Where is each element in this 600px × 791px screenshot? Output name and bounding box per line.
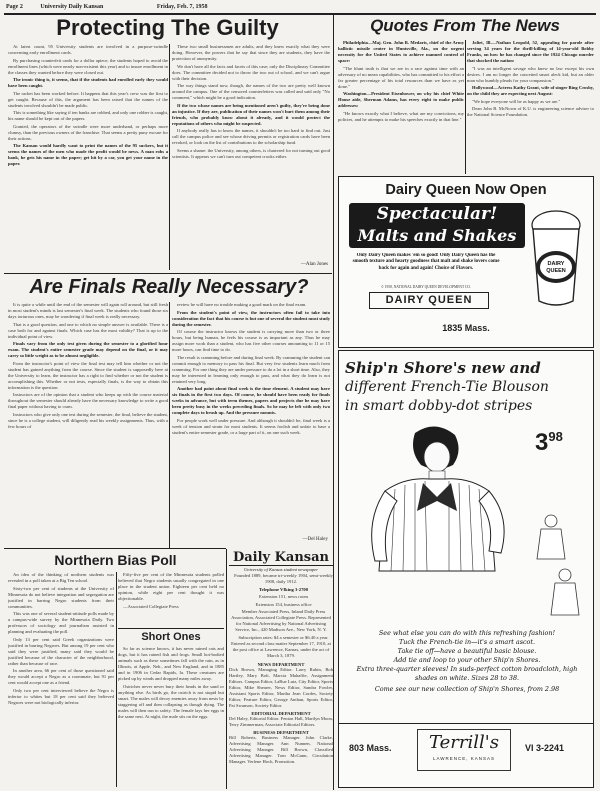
- article-paragraph: Ostriches never never bury their heads in the sand or anything else. As birds go, the ostrich is not stupid but smart. The males will decoy enemies away from nests by staggering off and then collapsing as though dying. The males will then run to safety. The female lays her eggs in the same nest. At night, the male sits on the eggs.: [118, 683, 224, 719]
- column-divider: [226, 549, 227, 789]
- edit-dept-label: EDITORIAL DEPARTMENT: [251, 711, 311, 716]
- quotes-column-2: [467, 40, 594, 174]
- article-paragraph: It is quite a while until the end of the semester will again roll around, but still fresh in most student's minds is last semester's final week. The students who found those six days torturous ones, may be wondering if final week is really necessary.: [8, 302, 168, 319]
- article-paragraph: At latest count, 95 University students are involved in a purpose-swindle concerning early enrollment cards.: [8, 44, 168, 55]
- column-divider: [169, 44, 170, 270]
- dq-shake-cup: [527, 205, 585, 315]
- article-paragraph: The way things stand now, though, the names of the two are pretty well known around the campus. One of the censored counterfeiters was called and said only "No comment," which might be a good indication.: [172, 83, 330, 100]
- blouse: [379, 479, 495, 571]
- article-paragraph: If anybody really has to know the names, it shouldn't be too hard to find out. Just call the campus police and see whose driving permits or registration cards have been revoked, or look on the list of contributions to the scholarship fund.: [172, 128, 330, 145]
- column-divider: [333, 14, 334, 790]
- shipn-headline-2: different French-Tie Blouson: [345, 379, 549, 395]
- news-dept-label: NEWS DEPARTMENT: [257, 662, 305, 667]
- dq-address: 1835 Mass.: [442, 323, 490, 333]
- dq-headline: Dairy Queen Now Open: [385, 182, 547, 198]
- article-paragraph: review he will have no trouble making a good mark on the final exam.: [177, 302, 307, 307]
- bias-column-2: [118, 572, 224, 632]
- store-phone: VI 3-2241: [525, 743, 565, 753]
- figure-2-head: [559, 569, 571, 581]
- section-rule: [4, 273, 332, 274]
- article-paragraph: Instructors are of the opinion that a student who keeps up with the course material throughout the semester should already have the necessary knowledge to write a good final paper without having to cram.: [8, 392, 168, 409]
- cup-label-line2: QUEEN: [546, 268, 566, 274]
- article-paragraph: From the student's point of view, the instructors often fail to take into consideration the fact that his course is but one of several the student must study during the semester.: [172, 309, 330, 327]
- article-paragraph: Finals vary from the only test given during the semester to a glorified hour exam. The student's entire semester grade may depend on the final, or it may carry so little weight as to be almost negligible.: [8, 341, 168, 358]
- shipn-copy-3: Take tie off—have a beautiful basic blouse.: [397, 647, 537, 655]
- finals-column-2: [172, 302, 330, 537]
- finals-headline: Are Finals Really Necessary?: [29, 276, 309, 298]
- masthead-title: Daily Kansan: [229, 550, 333, 566]
- masthead-subtitle: University of Kansas student newspaper: [243, 567, 318, 572]
- article-paragraph: That is a good question, and one to which no simple answer is available. There is a case both for and against finals. Which case has the most validity? That is up to the individual point of view.: [8, 321, 168, 339]
- guilty-signature: —Alan Jones: [300, 262, 328, 267]
- finals-signature: —Del Haley: [302, 537, 328, 542]
- quotes-headline: Quotes From The News: [370, 16, 560, 35]
- article-paragraph: Only two per cent interviewed believe the Negro is inferior to whites but 18 per cent said they believed Negroes were not biologically inferior.: [8, 687, 114, 705]
- article-paragraph: Only 13 per cent said Greek organizations were justified in barring Negroes. But among 19 per cent who said they were justified, many said they would be justified because of the character of the neighborhood, rather than because of race.: [8, 636, 114, 666]
- article-paragraph: These two small businessmen are adults, and they knew exactly what they were doing. However, the powers that be say that since they are students, they have the protection of anonymity.: [172, 44, 330, 61]
- article-paragraph: —Associated Collegiate Press: [123, 603, 179, 609]
- shipn-headline-1: Ship'n Shore's new and: [345, 359, 541, 377]
- guilty-column-1: [8, 44, 168, 270]
- article-paragraph: Founded 1889, became tri-weekly 1904, semi-weekly 1908, daily 1912.: [234, 573, 333, 584]
- page-header: [6, 4, 596, 12]
- article-paragraph: Hollywood—Actress Kathy Grant, wife of singer Bing Crosby, on the child they are expecting next August:: [467, 85, 594, 96]
- dq-malts-shakes: Malts and Shakes: [357, 226, 517, 245]
- section-rule: [4, 548, 226, 549]
- edit-dept-staff: Del Haley, Editorial Editor. Fenton Hall, Marilyn Moon, Terry Zimmerman, Associate Editorial Editors.: [229, 716, 333, 727]
- dq-fineprint: © 1958, NATIONAL DAIRY QUEEN DEVELOPMENT CO.: [381, 285, 471, 289]
- page-number: Page 2: [6, 4, 23, 10]
- article-paragraph: In another area, 66 per cent of those questioned said they would accept a Negro as a roommate, but 91 per cent would accept one as a friend.: [8, 668, 114, 685]
- article-paragraph: Extension 154, business office: [255, 601, 312, 607]
- article-paragraph: "We hope everyone will be as happy as we are.": [472, 98, 561, 104]
- article-paragraph: Sixty-two per cent of students at the University of Minnesota do not believe integration and segregation are justified in barring Negro students from their communities.: [8, 585, 114, 609]
- article-paragraph: The racket has been worked before. It happens that this year's crew was the first to get caught. Because of this, the argument has been raised that the names of the students involved shouldn't be made public.: [8, 90, 168, 108]
- short-headline: Short Ones: [141, 631, 201, 643]
- column-divider: [116, 572, 117, 787]
- figure-1-head: [545, 515, 557, 527]
- article-paragraph: For people work well under pressure. And although it shouldn't be, final week is a week of tension and strain for most students. It seems foolish and unfair to base a student's entire semester grade, or a large part of it, on one such week.: [172, 417, 330, 435]
- article-paragraph: From the instructor's point of view the final test may tell him whether or not the student has gained anything from the course. Since the student is supposedly here at the University to learn, the instructor has a right to find whether or not the student is accomplishing this. Whether or not tests, especially finals, is the way to obtain this information is the question.: [8, 360, 168, 390]
- bias-headline: Northern Bias Poll: [54, 552, 177, 568]
- article-paragraph: Philadelphia—Maj. Gen. John B. Medaris, chief of the Army ballistic missile center in Huntsville, Ala., on the urgent necessity for the United States to achieve manned control of space:: [338, 40, 464, 63]
- store-location: LAWRENCE, KANSAS: [432, 756, 496, 761]
- shipn-copy: [345, 629, 589, 694]
- guilty-headline: Protecting The Guilty: [56, 15, 279, 40]
- article-paragraph: The result is cramming before and during final week. By cramming the student can commit enough to memory to pass his final. But very few students learn much from cramming. For one thing they are under pressure to do a lot in a short time. Also, they may be interested in learning only enough to pass, and what they do learn is not retained very long.: [172, 354, 330, 384]
- masthead-info: [229, 573, 333, 660]
- article-paragraph: Telephone VIking 3-2700: [258, 586, 308, 592]
- article-paragraph: This was one of several student-attitude polls made by a campus-wide survey by the Minnesota Daily. Two professors of sociology and journalism assisted in planning and evaluating the poll.: [8, 611, 114, 634]
- terrills-ad: [338, 350, 594, 788]
- dq-spectacular: Spectacular!: [376, 204, 498, 224]
- dq-copy: Only Dairy Queen makes 'em so good! Only Dairy Queen has the smooth texture and hearty goodness that malt and shake lovers come back for again and again! Choice of Flavors.: [352, 253, 500, 271]
- news-dept-staff: Dick Brown, Managing Editor. Larry Rubin, Bob Hartley, Mary Bolt, Marcia Mahaffie, Assignment Editors. Campus Editor, LaRue Lutz, City Editor, Sports Editor, Mike Shearer, News Editor, Sandra Fowler, Assistant Sports Editor, Martha Jean Cordes, Society Editor, Feature Editor, George Anthan, Sports Editor, Pat Swanson, Society Editor.: [229, 667, 333, 708]
- dairy-queen-ad: [338, 176, 594, 348]
- article-paragraph: We don't have all the facts and facets of this case; only the Disciplinary Committee does. The committee decided not to throw the two out of school, and we can't argue with their decision.: [172, 63, 330, 81]
- article-paragraph: An idea of the thinking of northern students was revealed in a poll taken at a Big Ten school.: [8, 572, 114, 583]
- article-paragraph: If the two whose names are being mentioned aren't guilty, they're being done an injustice. If they are, publication of their names won't hurt them among their friends, who probably know about it already, and it would protect the reputations of others who might be suspected.: [172, 102, 330, 126]
- article-paragraph: Joliet, Ill.—Nathan Leopold, 52, appealing for parole after serving 34 years for the thrill-killing of 14-year-old Bobby Franks, on how he has changed since the 1924 Chicago murder that shocked the nation:: [467, 40, 594, 63]
- article-paragraph: The ironic thing is, it seems, that if the students had enrolled early they would have been caught.: [8, 77, 168, 88]
- article-paragraph: Member Associated Press, Inland Daily Press Association, Associated Collegiate Press. Represented for National Advertising by National Advertising Service, Inc., 420 Madison Ave., New York, N. Y.: [231, 609, 331, 632]
- article-paragraph: Fifty-five per cent of the Minnesota students polled believed that Negro students usually congregated in one place in the student union. Eighteen per cent held no opinion, while eight per cent thought it was objectionable.: [118, 572, 224, 601]
- article-paragraph: Of course the instructor knows the student is carrying more than two or three hours, but being human, he feels his course is as important as any. Thus he may assign more work than a student, who has five other courses amounting to 11 or 15 more hours, can find time to do.: [172, 329, 330, 352]
- small-figures: [531, 511, 587, 621]
- store-logo: [417, 729, 511, 771]
- model-face: [424, 442, 450, 472]
- article-paragraph: By purchasing counterfeit cards for a dollar apiece, the students hoped to avoid the enrollment lines (which were nearly non-existent this year) and to insure enrollment in the classes they wanted before they were closed out.: [8, 57, 168, 75]
- guilty-column-2: [172, 44, 330, 264]
- article-paragraph: This is something like saying if ten banks are robbed, and only one robber is caught, his name should be kept out of the papers.: [8, 110, 168, 121]
- bus-dept-label: BUSINESS DEPARTMENT: [253, 730, 309, 735]
- article-paragraph: The Kansan would hardly want to print the names of the 95 suckers, but it seems the names of the men who made the profit would be news. A man robs a bank, he gets his name in the paper; get hit by a car, you get your name in the paper.: [8, 143, 168, 166]
- article-paragraph: "The blunt truth is that we are in a race against time with an adversary of no mean capabilities, who has committed to his effort a far greater percentage of his total resources than we have as yet done.": [338, 65, 464, 89]
- article-paragraph: Another bad point about final week is the time element. A student may have six finals in the first two days. Of course, he should have been ready for finals weeks in advance, but with term themes, papers and projects due he may have been pretty busy in the weeks preceding finals. So he may be left with only two complete days to brush up. And the pressure mounts.: [172, 386, 330, 415]
- ad-footer-rule: [339, 723, 593, 724]
- store-name: Terrill's: [429, 732, 499, 753]
- shipn-copy-5: Extra three-quarter sleeves! In suds-perfect cotton broadcloth, high shades on white. Sizes 28 to 38.: [356, 665, 578, 682]
- bias-column-1: [8, 572, 114, 787]
- article-paragraph: "I was an intelligent savage who knew no law except his own desires. I am no longer the conceited smart aleck kid, but an older man who humbly pleads for your compassion.": [467, 65, 594, 83]
- store-address: 803 Mass.: [349, 743, 392, 753]
- price-cents: 98: [548, 429, 563, 444]
- dq-logo: DAIRY QUEEN: [369, 292, 489, 309]
- price: [535, 429, 563, 457]
- article-paragraph: Washington—President Eisenhower, on why his chief White House aide, Sherman Adams, has every right to make public addresses:: [338, 91, 464, 108]
- shipn-copy-6: Come see our new collection of Ship'n Shores, from 2.98: [374, 685, 560, 693]
- paper-name: University Daily Kansan: [40, 4, 104, 10]
- masthead: [229, 550, 333, 788]
- short-column: [118, 646, 224, 787]
- article-paragraph: Granted, the operators of the swindle were more underhand, or perhaps more clumsy, than the previous owners of the franchise. That seems a pretty puny excuse for their actions.: [8, 123, 168, 141]
- column-divider: [465, 40, 466, 174]
- figure-1-body: [537, 529, 565, 559]
- shipn-copy-2: Tuck the French-tie in—it's a smart ascot.: [398, 638, 536, 646]
- finals-column-1: [8, 302, 168, 548]
- article-paragraph: Instructors who give only one test during the semester, the final, believe the student, since he is a college student, will diligently read his weekly assignments. Thus, with a few hours of: [8, 411, 168, 429]
- shipn-copy-4: Add tie and loop to your other Ship'n Shores.: [393, 656, 541, 664]
- shipn-headline-3: in smart dobby-dot stripes: [345, 398, 533, 414]
- issue-date: Friday, Feb. 7, 1958: [156, 4, 208, 10]
- figure-2-body: [551, 583, 579, 615]
- quotes-column-1: [338, 40, 464, 174]
- article-paragraph: Extension 151, news room: [259, 594, 308, 599]
- model-illustration: [345, 421, 525, 591]
- cup-badge-inner: [540, 255, 572, 279]
- article-paragraph: Subscription rates: $4 a semester or $6.40 a year. Entered as second class matter September 17, 1910, at the post office at Lawrence, Kansas, under the act of March 3, 1879.: [231, 634, 331, 658]
- bus-dept-staff: Bill Roberts, Business Manager. John Clarke, Advertising Manager. Ann Nunnen, National Advertising Manager. Bill Brown, Classified Advertising Manager. Tom McGann, Circulation Manager. Verlene Hoch, Promotion.: [229, 735, 333, 764]
- column-divider: [169, 302, 170, 548]
- article-paragraph: Seems a shame: the University, among others, is chartered for not turning out good scientists. It appears we can't turn out competent crooks either.: [172, 147, 330, 159]
- shipn-copy-1: See what else you can do with this refreshing fashion!: [378, 629, 556, 637]
- section-rule: [118, 628, 224, 629]
- article-paragraph: So far as science knows, it has never rained cats and dogs, but it has rained fish and frogs. Small hot-bodied animals such as these sometimes fall with the rain, as in Illinois, at Apple, Neb., and New England, and in 1885 and in 1906 in Cedar Rapids, Ia. These creatures are picked up by winds and dropped many miles away.: [118, 646, 224, 681]
- article-paragraph: "He knows exactly what I believe, what are my convictions, my policies, and he attempts to make his speeches exactly in that line.": [338, 110, 464, 122]
- price-dollars: 3: [535, 429, 549, 456]
- article-paragraph: Dean John B. McNown of K.U. is engineering science adviser to the National Science Foundation.: [467, 106, 594, 117]
- cup-label-line1: DAIRY: [547, 261, 565, 267]
